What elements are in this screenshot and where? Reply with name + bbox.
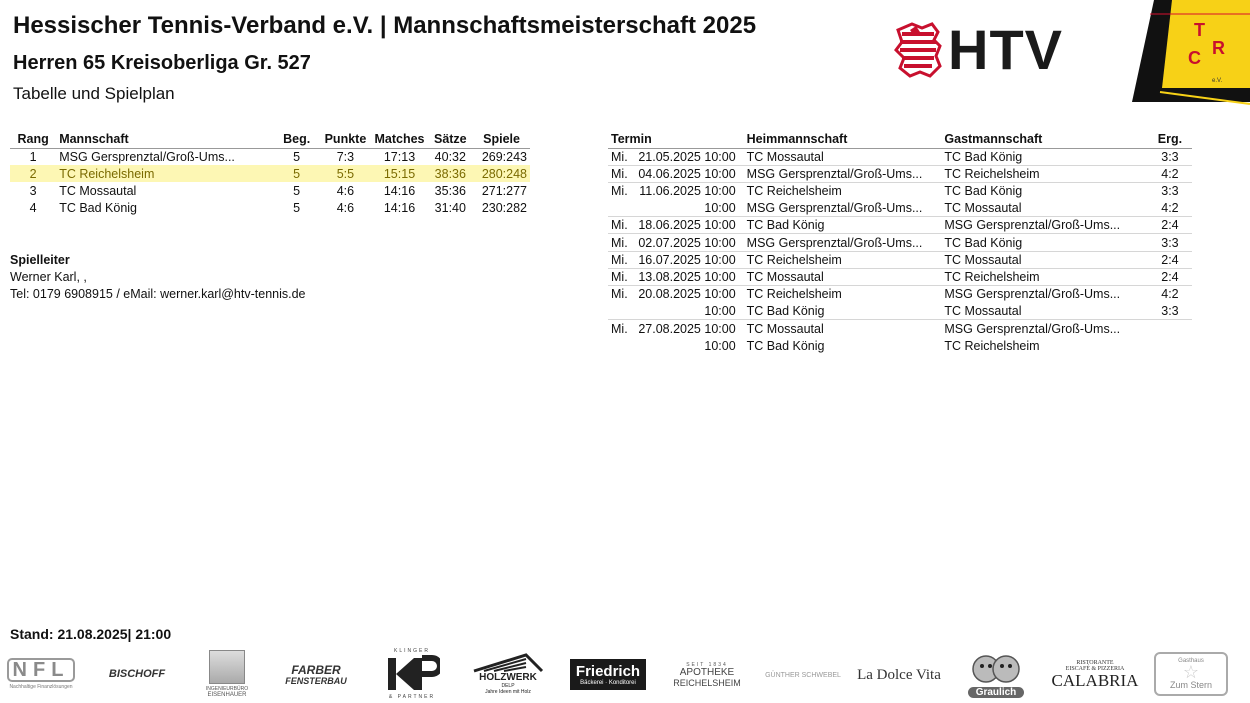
apotheke-top: SEIT 1834 xyxy=(686,662,728,668)
cell-time: 04.06.2025 10:00 xyxy=(635,165,743,182)
sponsor-klinger-logo[interactable] xyxy=(382,644,442,703)
stand-timestamp: Stand: 21.08.2025| 21:00 xyxy=(10,626,172,642)
cell-erg[interactable]: 3:3 xyxy=(1148,234,1192,251)
cell-day: Mi. xyxy=(611,149,628,164)
cell-punkte: 7:3 xyxy=(336,149,355,164)
sponsor-holzwerk-logo[interactable] xyxy=(468,648,548,700)
cell-time: 27.08.2025 10:00 xyxy=(635,320,743,337)
cell-rang: 1 xyxy=(29,149,37,164)
klinger-kp-icon xyxy=(384,654,440,694)
cell-home[interactable]: TC Reichelsheim xyxy=(744,182,942,199)
cell-guest[interactable]: TC Bad König xyxy=(944,149,1023,164)
schwebel-wordmark: GÜNTHER SCHWEBEL xyxy=(765,671,841,679)
cell-rang: 4 xyxy=(29,201,37,216)
sponsor-dolcevita-logo[interactable] xyxy=(856,660,942,690)
zumstern-wordmark: Zum Stern xyxy=(1169,680,1212,690)
col-beg: Beg. xyxy=(283,132,311,147)
nfl-wordmark: NFL xyxy=(7,658,76,682)
calabria-wordmark: CALABRIA xyxy=(1051,671,1139,690)
match-row xyxy=(608,251,1192,268)
match-row xyxy=(608,286,1192,303)
cell-erg[interactable]: 3:3 xyxy=(1161,304,1179,319)
cell-guest[interactable]: TC Bad König xyxy=(941,182,1148,199)
tcr-club-logo xyxy=(1132,0,1250,106)
match-row xyxy=(608,234,1192,251)
calabria-top: RISTORANTE xyxy=(1076,660,1114,666)
cell-spiele: 230:282 xyxy=(481,201,527,216)
cell-saetze: 38:36 xyxy=(428,165,474,182)
cell-day: Mi. xyxy=(608,182,635,199)
cell-saetze: 35:36 xyxy=(434,183,466,198)
calabria-mid: EISCAFÉ & PIZZERIA xyxy=(1065,666,1125,672)
standings-header-row xyxy=(10,131,530,148)
col-erg: Erg. xyxy=(1157,132,1183,147)
cell-matches: 14:16 xyxy=(383,201,416,216)
cell-day: Mi. xyxy=(608,268,635,285)
schedule-header-row xyxy=(608,131,1192,148)
eisenhauer-top: INGENIEURBÜRO xyxy=(205,686,249,692)
cell-day xyxy=(608,200,635,217)
cell-spiele: 271:277 xyxy=(481,183,527,198)
cell-day: Mi. xyxy=(608,165,635,182)
match-row xyxy=(608,148,1192,165)
friedrich-wordmark: Friedrich xyxy=(575,662,641,680)
cell-beg: 5 xyxy=(274,165,319,182)
cell-time: 13.08.2025 10:00 xyxy=(635,268,743,285)
klinger-top: KLINGER xyxy=(394,647,430,654)
match-row xyxy=(608,165,1192,182)
cell-home[interactable]: MSG Gersprenztal/Groß-Ums... xyxy=(744,165,942,182)
cell-rang: 3 xyxy=(29,183,37,198)
cell-punkte: 4:6 xyxy=(336,183,355,198)
cell-team[interactable]: TC Mossautal xyxy=(59,183,137,198)
cell-day: Mi. xyxy=(608,286,635,303)
cell-guest[interactable]: TC Reichelsheim xyxy=(941,165,1148,182)
tcr-suffix: e.V. xyxy=(1212,78,1223,84)
cell-day: Mi. xyxy=(608,251,635,268)
cell-day: Mi. xyxy=(608,320,635,337)
spielleiter-name: Werner Karl, , xyxy=(10,270,87,284)
lion-icon xyxy=(892,22,944,78)
schedule-table xyxy=(608,131,1192,354)
cell-team[interactable]: MSG Gersprenztal/Groß-Ums... xyxy=(59,149,235,164)
sponsor-friedrich-logo[interactable] xyxy=(570,659,646,690)
cell-home[interactable]: TC Bad König xyxy=(746,304,825,319)
cell-spiele: 280:248 xyxy=(473,165,530,182)
holzwerk-roof-icon xyxy=(470,653,546,673)
sponsor-schwebel-logo[interactable] xyxy=(764,662,842,688)
match-row xyxy=(608,200,1192,217)
sponsor-calabria-logo[interactable] xyxy=(1051,654,1139,696)
cell-matches: 14:16 xyxy=(383,183,416,198)
cell-team[interactable]: TC Reichelsheim xyxy=(56,165,274,182)
tcr-letter-t: T xyxy=(1194,20,1205,40)
tcr-letter-c: C xyxy=(1188,48,1201,68)
apotheke-subtext: REICHELSHEIM xyxy=(673,678,741,688)
sponsor-apotheke-logo[interactable] xyxy=(666,658,748,692)
cell-home[interactable]: TC Reichelsheim xyxy=(744,286,942,303)
cell-spiele: 269:243 xyxy=(481,149,527,164)
page-subtitle: Tabelle und Spielplan xyxy=(13,84,175,103)
cell-erg[interactable]: 2:4 xyxy=(1148,268,1192,285)
cell-time: 20.08.2025 10:00 xyxy=(635,286,743,303)
graulich-wordmark: Graulich xyxy=(968,687,1025,698)
sponsor-eisenhauer-logo[interactable] xyxy=(200,646,254,702)
cell-home[interactable]: TC Mossautal xyxy=(746,149,824,164)
cell-erg[interactable] xyxy=(1148,320,1192,337)
sponsor-zumstern-logo[interactable] xyxy=(1154,652,1228,696)
league-title: Herren 65 Kreisoberliga Gr. 527 xyxy=(13,52,311,74)
cell-guest[interactable]: TC Reichelsheim xyxy=(941,268,1148,285)
cell-erg[interactable]: 3:3 xyxy=(1148,182,1192,199)
col-matches: Matches xyxy=(374,132,425,147)
standings-table xyxy=(10,131,530,217)
cell-beg: 5 xyxy=(293,183,301,198)
cell-guest[interactable]: MSG Gersprenztal/Groß-Ums... xyxy=(941,286,1148,303)
cell-beg: 5 xyxy=(293,149,301,164)
cell-erg[interactable]: 2:4 xyxy=(1148,217,1192,234)
cell-guest[interactable]: TC Mossautal xyxy=(944,200,1022,215)
cell-time: 10:00 xyxy=(704,304,736,319)
graulich-mascot-icon xyxy=(966,651,1026,687)
cell-saetze: 31:40 xyxy=(434,201,466,216)
sponsor-bischoff-logo[interactable] xyxy=(100,658,174,690)
match-row xyxy=(608,303,1192,320)
match-row xyxy=(608,182,1192,199)
standings-row xyxy=(10,182,530,199)
standings-row xyxy=(10,148,530,165)
cell-punkte: 5:5 xyxy=(319,165,371,182)
sponsor-bar xyxy=(0,644,1250,703)
cell-home[interactable]: TC Bad König xyxy=(744,217,942,234)
col-saetze: Sätze xyxy=(433,132,467,147)
standings-row-highlighted xyxy=(10,165,530,182)
eisenhauer-bottom: EISENHAUER xyxy=(207,692,247,698)
cell-time: 10:00 xyxy=(704,200,736,215)
holzwerk-subtext: Jahre Ideen mit Holz xyxy=(485,689,531,695)
cell-time: 10:00 xyxy=(704,338,736,353)
match-row xyxy=(608,268,1192,285)
page-title: Hessischer Tennis-Verband e.V. | Mannschaftsmeisterschaft 2025 xyxy=(13,12,757,39)
sponsor-nfl-logo[interactable] xyxy=(4,654,78,694)
cell-beg: 5 xyxy=(293,201,301,216)
cell-saetze: 40:32 xyxy=(434,149,466,164)
holzwerk-wordmark: HOLZWERK xyxy=(479,672,537,683)
cell-home[interactable]: TC Mossautal xyxy=(744,268,942,285)
cell-matches: 15:15 xyxy=(371,165,427,182)
cell-erg[interactable]: 4:2 xyxy=(1148,286,1192,303)
cell-day: Mi. xyxy=(608,234,635,251)
standings-row xyxy=(10,200,530,217)
bischoff-wordmark: BISCHOFF xyxy=(108,668,166,680)
nfl-subtext: Nachhaltige Finanzlösungen xyxy=(9,684,73,690)
holzwerk-delp: DELP xyxy=(501,683,515,689)
match-row xyxy=(608,217,1192,234)
col-gast: Gastmannschaft xyxy=(944,132,1043,147)
cell-rang: 2 xyxy=(10,165,56,182)
cell-punkte: 4:6 xyxy=(336,201,355,216)
col-rang: Rang xyxy=(17,132,49,147)
tcr-letter-r: R xyxy=(1212,38,1225,58)
cell-guest[interactable]: TC Mossautal xyxy=(944,304,1022,319)
eisenhauer-mark-icon xyxy=(209,650,245,684)
cell-home[interactable]: MSG Gersprenztal/Groß-Ums... xyxy=(744,234,942,251)
cell-erg[interactable]: 4:2 xyxy=(1148,165,1192,182)
cell-matches: 17:13 xyxy=(383,149,416,164)
cell-time: 02.07.2025 10:00 xyxy=(635,234,743,251)
cell-time: 18.06.2025 10:00 xyxy=(635,217,743,234)
klinger-bottom: & PARTNER xyxy=(388,693,436,700)
star-icon: ☆ xyxy=(1182,662,1200,682)
cell-guest[interactable]: TC Reichelsheim xyxy=(944,338,1040,353)
col-mannschaft: Mannschaft xyxy=(59,132,129,147)
col-heim: Heimmannschaft xyxy=(746,132,848,147)
cell-time: 11.06.2025 10:00 xyxy=(635,182,743,199)
farber-subtext: FENSTERBAU xyxy=(285,676,347,686)
match-row xyxy=(608,337,1192,354)
col-termin: Termin xyxy=(611,132,652,147)
htv-logo xyxy=(892,18,1107,82)
spielleiter-title: Spielleiter xyxy=(10,253,70,267)
cell-erg[interactable]: 4:2 xyxy=(1161,200,1179,215)
spielleiter-block xyxy=(10,252,306,303)
cell-guest[interactable]: TC Mossautal xyxy=(941,251,1148,268)
cell-erg[interactable]: 3:3 xyxy=(1161,149,1179,164)
cell-erg[interactable]: 2:4 xyxy=(1148,251,1192,268)
cell-home[interactable]: MSG Gersprenztal/Groß-Ums... xyxy=(746,200,923,215)
cell-day xyxy=(608,303,635,320)
cell-home[interactable]: TC Bad König xyxy=(746,338,825,353)
dolcevita-wordmark: La Dolce Vita xyxy=(857,666,941,683)
col-spiele: Spiele xyxy=(483,132,520,147)
cell-time: 21.05.2025 10:00 xyxy=(638,149,736,164)
cell-guest[interactable]: TC Bad König xyxy=(941,234,1148,251)
cell-time: 16.07.2025 10:00 xyxy=(635,251,743,268)
spielleiter-contact[interactable]: Tel: 0179 6908915 / eMail: werner.karl@htv-tennis.de xyxy=(10,287,306,301)
sponsor-farber-logo[interactable] xyxy=(278,658,354,692)
cell-guest[interactable]: MSG Gersprenztal/Groß-Ums... xyxy=(941,217,1148,234)
cell-home[interactable]: TC Reichelsheim xyxy=(744,251,942,268)
cell-team[interactable]: TC Bad König xyxy=(59,201,138,216)
sponsor-graulich-logo[interactable] xyxy=(960,646,1032,702)
friedrich-subtext: Bäckerei · Konditorei xyxy=(580,679,636,686)
zumstern-top: Gasthaus xyxy=(1178,658,1204,664)
cell-home[interactable]: TC Mossautal xyxy=(744,320,942,337)
match-row xyxy=(608,320,1192,337)
cell-guest[interactable]: MSG Gersprenztal/Groß-Ums... xyxy=(941,320,1148,337)
cell-day: Mi. xyxy=(608,217,635,234)
htv-wordmark: HTV xyxy=(948,18,1063,81)
col-punkte: Punkte xyxy=(324,132,367,147)
farber-wordmark: FARBER xyxy=(291,663,341,677)
cell-day xyxy=(608,337,635,354)
cell-erg[interactable] xyxy=(1148,337,1192,354)
apotheke-wordmark: APOTHEKE xyxy=(679,667,735,678)
